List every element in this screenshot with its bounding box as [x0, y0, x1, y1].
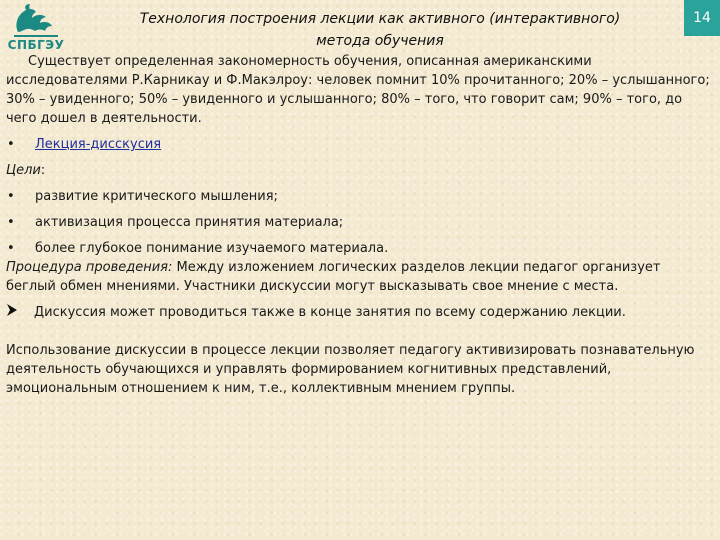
bullet-dot-icon: • [7, 137, 15, 152]
page-number-badge: 14 [684, 0, 720, 36]
procedure-label: Процедура проведения: [6, 260, 173, 275]
procedure-paragraph [6, 258, 712, 296]
title-line-2: метода обучения [316, 33, 444, 49]
bullet-dot-icon: • [7, 241, 15, 256]
arrow-bullet-icon [6, 303, 34, 323]
goal-text: более глубокое понимание изучаемого материала. [35, 241, 389, 256]
goal-item-2 [6, 213, 712, 232]
slide-title [100, 8, 660, 52]
arrow-item-text: Дискуссия может проводиться также в конце занятия по всему содержанию лекции. [34, 305, 626, 320]
goal-text: развитие критического мышления; [35, 189, 278, 204]
intro-paragraph: Существует определенная закономерность обучения, описанная американскими исследователями Р.Карникау и Ф.Макэлроу: человек помнит 10% прочитанного; 20% – услышанного; 30% – увиденного; 50% – увиденного и услышанного; 80% – того, что говорит сам; 90% – того, до чего дошел в деятельности. [6, 54, 710, 126]
university-logo [4, 2, 66, 58]
procedure-text: Между изложением логических разделов лекции педагог организует беглый обмен мнениями. Участники дискуссии могут высказывать свое мнение с места. [6, 260, 661, 294]
link-list-item [6, 135, 712, 154]
arrow-list-item [6, 303, 712, 323]
griffin-icon [4, 2, 66, 40]
conclusion-paragraph: Использование дискуссии в процессе лекции позволяет педагогу активизировать познавательную деятельность обучающихся и управлять формированием когнитивных представлений, эмоциональным отношением к ним, т.е., коллективным мнением группы. [6, 343, 695, 396]
bullet-dot-icon: • [7, 189, 15, 204]
goals-colon: : [40, 163, 46, 178]
bullet-dot-icon: • [7, 215, 15, 230]
goal-text: активизация процесса принятия материала; [35, 215, 344, 230]
goal-item-3 [6, 239, 712, 258]
lecture-discussion-link[interactable]: Лекция-дисскусия [35, 137, 162, 152]
goals-heading [6, 161, 712, 180]
goals-label: Цели [6, 163, 41, 178]
title-line-1: Технология построения лекции как активного (интерактивного) [139, 11, 621, 27]
logo-text: СПБГЭУ [7, 38, 65, 52]
goal-item-1 [6, 187, 712, 206]
slide-content [6, 52, 712, 398]
